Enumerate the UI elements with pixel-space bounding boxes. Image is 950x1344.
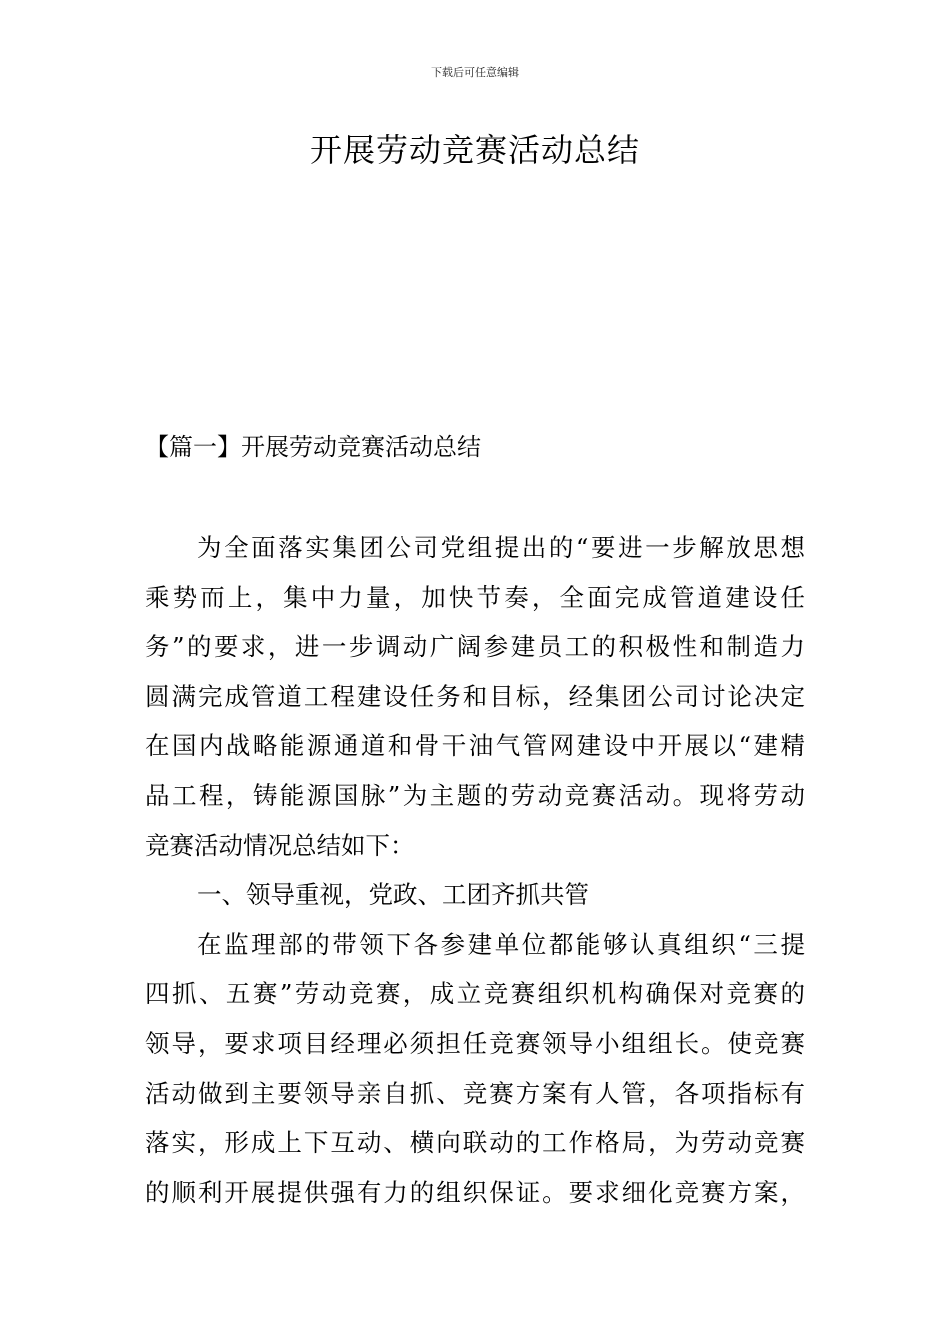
paragraph-line: 四抓、五赛”劳动竞赛，成立竞赛组织机构确保对竞赛的: [145, 979, 805, 1009]
paragraph-line: 品工程，铸能源国脉”为主题的劳动竞赛活动。现将劳动: [145, 780, 805, 810]
paragraph-line: 领导，要求项目经理必须担任竞赛领导小组组长。使竞赛: [145, 1028, 805, 1058]
header-note: 下载后可任意编辑: [431, 66, 519, 79]
subsection-heading: 一、领导重视，党政、工团齐抓共管: [197, 880, 589, 910]
paragraph-line: 圆满完成管道工程建设任务和目标，经集团公司讨论决定: [145, 681, 805, 711]
paragraph-line: 在国内战略能源通道和骨干油气管网建设中开展以“建精: [145, 731, 805, 761]
body-text: [145, 529, 805, 1223]
paragraph-line: 在监理部的带领下各参建单位都能够认真组织“三提: [197, 929, 805, 959]
paragraph-line: 乘势而上，集中力量，加快节奏，全面完成管道建设任: [145, 582, 805, 612]
paragraph-line: 竞赛活动情况总结如下：: [145, 830, 415, 860]
paragraph-line: 的顺利开展提供强有力的组织保证。要求细化竞赛方案，: [145, 1177, 805, 1207]
paragraph-line: 为全面落实集团公司党组提出的“要进一步解放思想: [197, 533, 805, 562]
document-title: 开展劳动竞赛活动总结: [309, 131, 640, 169]
paragraph-line: 务”的要求，进一步调动广阔参建员工的积极性和制造力: [145, 632, 805, 662]
section-heading: 【篇一】开展劳动竞赛活动总结: [145, 433, 481, 461]
paragraph-line: 落实，形成上下互动、横向联动的工作格局，为劳动竞赛: [145, 1128, 805, 1158]
paragraph-line: 活动做到主要领导亲自抓、竞赛方案有人管，各项指标有: [145, 1078, 805, 1108]
